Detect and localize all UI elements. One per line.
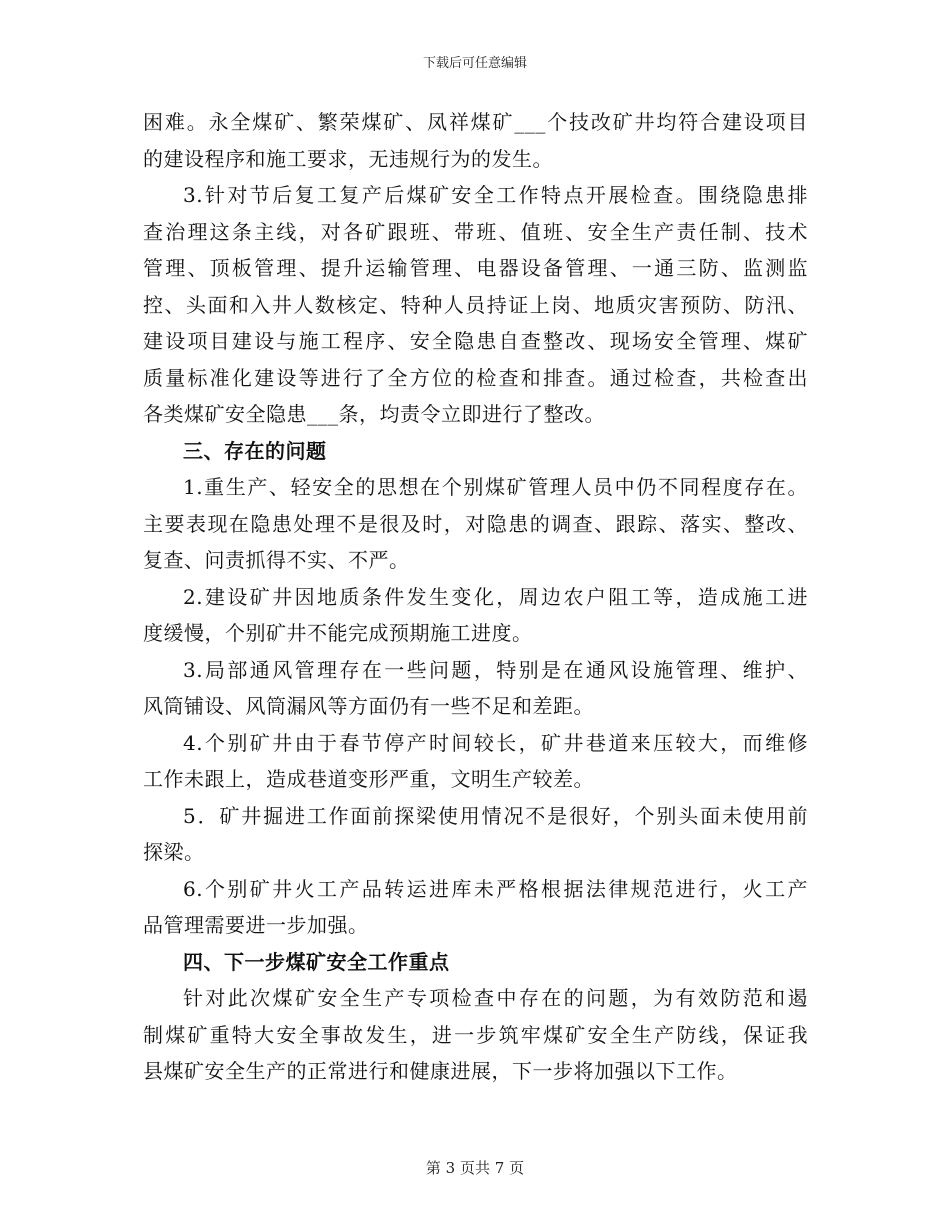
text-line: 县煤矿安全生产的正常进行和健康进展，下一步将加强以下工作。: [143, 1059, 738, 1083]
text-line: 质量标准化建设等进行了全方位的检查和排查。通过检查，共检查出: [143, 365, 808, 390]
document-body: [143, 104, 808, 1090]
text-line: 建设项目建设与施工程序、安全隐患自查整改、现场安全管理、煤矿: [143, 329, 808, 353]
section-heading: 四、下一步煤矿安全工作重点: [183, 949, 450, 974]
text-line: 品管理需要进一步加强。: [143, 913, 369, 937]
text-line: 针对此次煤矿安全生产专项检查中存在的问题，为有效防范和遏: [183, 986, 808, 1010]
page-footer: 第 3 页共 7 页: [425, 1159, 525, 1177]
page-header-note: 下载后可任意编辑: [422, 56, 527, 71]
text-line: 困难。永全煤矿、繁荣煤矿、凤祥煤矿___个技改矿井均符合建设项目: [143, 110, 808, 134]
text-line: 1.重生产、轻安全的思想在个别煤矿管理人员中仍不同程度存在。: [183, 475, 808, 499]
text-line: 管理、顶板管理、提升运输管理、电器设备管理、一通三防、监测监: [143, 256, 808, 280]
text-line: 3.局部通风管理存在一些问题，特别是在通风设施管理、维护、: [183, 657, 808, 682]
text-line: 各类煤矿安全隐患___条，均责令立即进行了整改。: [143, 402, 605, 426]
text-line: 的建设程序和施工要求，无违规行为的发生。: [143, 146, 553, 171]
text-line: 4.个别矿井由于春节停产时间较长，矿井巷道来压较大，而维修: [183, 730, 808, 755]
text-line: 复查、问责抓得不实、不严。: [143, 548, 410, 572]
text-line: 控、头面和入井人数核定、特种人员持证上岗、地质灾害预防、防汛、: [143, 292, 808, 317]
text-line: 查治理这条主线，对各矿跟班、带班、值班、安全生产责任制、技术: [143, 219, 808, 244]
text-line: 制煤矿重特大安全事故发生，进一步筑牢煤矿安全生产防线，保证我: [143, 1022, 808, 1047]
text-line: 2.建设矿井因地质条件发生变化，周边农户阻工等，造成施工进: [183, 584, 808, 609]
section-heading: 三、存在的问题: [183, 438, 327, 463]
text-line: 风筒铺设、风筒漏风等方面仍有一些不足和差距。: [143, 694, 594, 718]
text-line: 5．矿井掘进工作面前探梁使用情况不是很好，个别头面未使用前: [183, 803, 808, 828]
text-line: 度缓慢，个别矿井不能完成预期施工进度。: [143, 621, 533, 645]
text-line: 主要表现在隐患处理不是很及时，对隐患的调查、跟踪、落实、整改、: [143, 511, 808, 536]
text-line: 工作未跟上，造成巷道变形严重，文明生产较差。: [143, 767, 594, 791]
text-line: 3.针对节后复工复产后煤矿安全工作特点开展检查。围绕隐患排: [183, 183, 808, 207]
text-line: 探梁。: [143, 840, 205, 864]
text-line: 6.个别矿井火工产品转运进库未严格根据法律规范进行，火工产: [183, 876, 808, 901]
